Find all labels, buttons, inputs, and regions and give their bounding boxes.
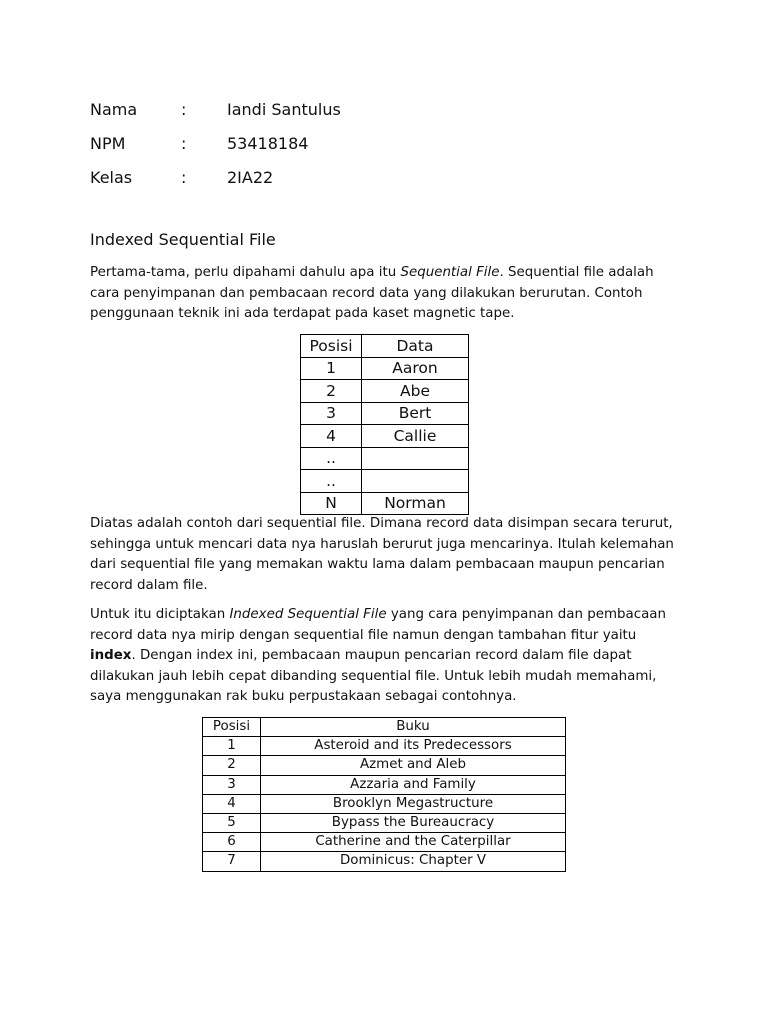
paragraph-line: sehingga untuk mencari data nya haruslah berurut juga mencarinya. Itulah kelemahan — [90, 536, 674, 552]
table-row — [203, 852, 566, 871]
info-value: Iandi Santulus — [227, 99, 341, 119]
info-row-nama — [90, 92, 341, 126]
library-books-table — [202, 717, 566, 872]
paragraph-line — [90, 263, 690, 284]
paragraph-line: saya menggunakan rak buku perpustakaan sebagai contohnya. — [90, 689, 517, 704]
table-header-row — [203, 718, 566, 737]
table-cell: 3 — [301, 402, 362, 425]
paragraph-line — [90, 605, 690, 626]
table-cell: 2 — [203, 756, 261, 775]
table-row — [301, 470, 469, 493]
table-cell: Dominicus: Chapter V — [261, 852, 566, 871]
table-cell: Bert — [362, 402, 469, 425]
table-row — [203, 775, 566, 794]
info-row-kelas — [90, 160, 341, 194]
paragraph-line: dari sequential file yang memakan waktu lama dalam pembacaan maupun pencarian — [90, 557, 665, 572]
table-row — [301, 380, 469, 403]
info-row-npm — [90, 126, 341, 160]
table-row — [301, 402, 469, 425]
table-cell: 4 — [203, 794, 261, 813]
table-header-cell: Data — [362, 335, 469, 358]
table-cell: 6 — [203, 833, 261, 852]
paragraph-line: penggunaan teknik ini ada terdapat pada kaset magnetic tape. — [90, 306, 515, 321]
table-cell: N — [301, 492, 362, 515]
table-cell: 1 — [301, 357, 362, 380]
table-row — [203, 813, 566, 832]
table-row — [301, 357, 469, 380]
info-value: 53418184 — [227, 133, 309, 153]
info-label: Kelas — [90, 167, 133, 187]
text-run: . Sequential file adalah — [499, 265, 654, 280]
table-row — [203, 737, 566, 756]
paragraph-line — [90, 646, 690, 667]
table-cell: 1 — [203, 737, 261, 756]
italic-term: Sequential File — [400, 265, 500, 280]
info-colon: : — [181, 167, 187, 187]
table-row — [203, 833, 566, 852]
bold-term: index — [90, 648, 132, 663]
table-header-row — [301, 335, 469, 358]
table-cell: 5 — [203, 813, 261, 832]
table-cell: .. — [301, 447, 362, 470]
section-heading: Indexed Sequential File — [90, 230, 276, 249]
table-cell: Aaron — [362, 357, 469, 380]
sequential-file-table — [300, 334, 469, 515]
table-row — [203, 794, 566, 813]
table-cell: Norman — [362, 492, 469, 515]
paragraph-line: Diatas adalah contoh dari sequential file. Dimana record data disimpan secara terurut, — [90, 516, 673, 531]
text-run: Pertama-tama, perlu dipahami dahulu apa itu — [90, 265, 401, 280]
table-cell: 4 — [301, 425, 362, 448]
table-header-cell: Posisi — [203, 718, 261, 737]
info-colon: : — [181, 133, 187, 153]
table-cell: Bypass the Bureaucracy — [261, 813, 566, 832]
table-cell: Abe — [362, 380, 469, 403]
table-row — [301, 447, 469, 470]
table-cell — [362, 470, 469, 493]
table-cell: Azmet and Aleb — [261, 756, 566, 775]
student-info — [90, 92, 341, 194]
table-row — [301, 425, 469, 448]
table-cell: Callie — [362, 425, 469, 448]
text-run: . Dengan index ini, pembacaan maupun pencarian record dalam file dapat — [131, 648, 632, 663]
table-row — [203, 756, 566, 775]
table-cell: Catherine and the Caterpillar — [261, 833, 566, 852]
table-cell: 3 — [203, 775, 261, 794]
table-cell: 2 — [301, 380, 362, 403]
info-colon: : — [181, 99, 187, 119]
table-cell — [362, 447, 469, 470]
table-cell: Brooklyn Megastructure — [261, 794, 566, 813]
italic-term: Indexed Sequential File — [229, 607, 387, 622]
paragraph-line: dilakukan jauh lebih cepat dibanding sequential file. Untuk lebih mudah memahami, — [90, 668, 657, 684]
paragraph-explanation — [90, 514, 690, 596]
table-cell: Azzaria and Family — [261, 775, 566, 794]
paragraph-intro — [90, 263, 690, 325]
info-label: Nama — [90, 99, 138, 119]
paragraph-line: record dalam file. — [90, 577, 208, 593]
table-header-cell: Buku — [261, 718, 566, 737]
table-header-cell: Posisi — [301, 335, 362, 358]
paragraph-line: cara penyimpanan dan pembacaan record data yang dilakukan berurutan. Contoh — [90, 285, 643, 301]
table-cell: .. — [301, 470, 362, 493]
text-run: yang cara penyimpanan dan pembacaan — [386, 607, 666, 622]
table-row — [301, 492, 469, 515]
paragraph-indexed — [90, 605, 690, 708]
text-run: Untuk itu diciptakan — [90, 607, 230, 622]
info-value: 2IA22 — [227, 167, 274, 187]
info-label: NPM — [90, 133, 126, 153]
table-cell: 7 — [203, 852, 261, 871]
table-cell: Asteroid and its Predecessors — [261, 737, 566, 756]
paragraph-line: record data nya mirip dengan sequential file namun dengan tambahan fitur yaitu — [90, 627, 637, 643]
